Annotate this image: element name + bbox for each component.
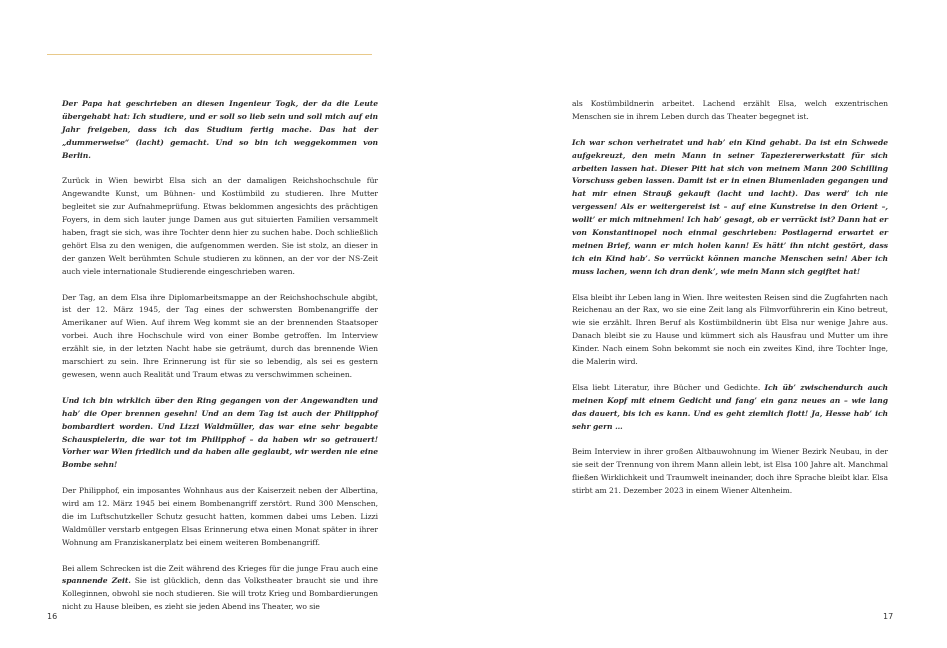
quote-paragraph: Und ich bin wirklich über den Ring gegangen von der Angewandten und hab’ die Oper brennen gesehn! Und an dem Tag ist auch der Philipphof bombardiert worden. Und Lizzi Waldmüller, das war eine sehr begabte Schauspielerin, die war tot im Philipphof – da haben wir so getrauert! Vorher war Wien friedlich und da haben alle geglaubt, wir werden nie eine Bombe sehn! (62, 395, 378, 470)
left-page (0, 0, 473, 648)
text-run: Bei allem Schrecken ist die Zeit während des Krieges für die junge Frau auch eine (62, 563, 378, 573)
body-paragraph: Elsa bleibt ihr Leben lang in Wien. Ihre weitesten Reisen sind die Zugfahrten nach Reichenau an der Rax, wo sie eine Zeit lang als Filmvorführerin ein Kino betreut, wie sie erzählt. Ihren Beruf als Kostümbildnerin übt Elsa nur wenige Jahre aus. Danach bleibt sie zu Hause und kümmert sich als Hausfrau und Mutter um ihre Kinder. Nach einem Sohn bekommt sie noch ein zweites Kind, ihre Tochter Inge, die Malerin wird. (572, 292, 888, 367)
body-paragraph: Beim Interview in ihrer großen Altbauwohnung im Wiener Bezirk Neubau, in der sie seit der Trennung von ihrem Mann allein lebt, ist Elsa 100 Jahre alt. Manchmal fließen Wirklichkeit und Traumwelt ineinander, doch ihre Sprache bleibt klar. Elsa stirbt am 21. Dezember 2023 in einem Wiener Altenheim. (572, 447, 888, 496)
quote-paragraph: Der Papa hat geschrieben an diesen Ingenieur Togk, der da die Leute übergehabt hat: Ich studiere, und er soll so lieb sein und soll mich auf ein Jahr freigeben, dass ich das Studium fertig mache. Das hat der „dummerweise“ (lacht) gemacht. Und so bin ich weggekommen von Berlin. (62, 99, 378, 160)
right-page (474, 0, 947, 648)
body-paragraph: Zurück in Wien bewirbt Elsa sich an der damaligen Reichshochschule für Angewandte Kunst, um Bühnen- und Kostümbild zu studieren. Ihre Mutter begleitet sie zur Aufnahmeprüfung. Etwas beklommen angesichts des prächtigen Foyers, in dem sich lauter junge Damen aus gut situierten Familien versammelt haben, fragt sie sich, was ihre Tochter denn hier zu suchen habe. Doch schließlich gehört Elsa zu den wenigen, die aufgenommen werden. Sie ist stolz, an dieser in der ganzen Welt berühmten Schule studieren zu können, an der vor der NS-Zeit auch viele internationale Studierende eingeschrieben waren. (62, 176, 378, 276)
header-rule (47, 54, 372, 55)
body-paragraph: als Kostümbildnerin arbeitet. Lachend erzählt Elsa, welch exzentrischen Menschen sie in ihrem Leben durch das Theater begegnet ist. (572, 99, 888, 121)
right-text-column (572, 98, 888, 511)
page-number: 16 (47, 612, 58, 621)
body-paragraph (62, 563, 378, 615)
quote-paragraph: Ich war schon verheiratet und hab’ ein Kind gehabt. Da ist ein Schwede aufgekreuzt, den mein Mann in seiner Tapeziererwerkstatt für sich arbeiten lassen hat. Dieser Pitt hat sich von meinem Mann 200 Schilling Vorschuss geben lassen. Damit ist er in einen Blumenladen gegangen und hat mir einen Strauß gekauft (lacht und lacht). Das werd’ ich nie vergessen! Als er weitergereist ist – auf eine Kunstreise in den Orient –, wollt’ er mich mitnehmen! Ich hab’ gesagt, ob er verrückt ist? Dann hat er von Konstantinopel noch einmal geschrieben: Postlagernd erwartet er meinen Brief, wann er mich holen kann! Es hätt’ ihn nicht gestört, dass ich ein Kind hab’. So verrückt können manche Menschen sein! Aber ich muss lachen, wenn ich dran denk’, wie mein Mann sich gegiftet hat! (572, 137, 888, 276)
emphasis-text: Ich üb’ zwischendurch auch meinen Kopf mit einem Gedicht und fang’ ein ganz neues an – wie lang das dauert, bis ich es kann. Und es geht ziemlich flott! Ja, Hesse hab’ ich sehr gern … (572, 382, 888, 431)
emphasis-text: spannende Zeit. (62, 576, 131, 586)
text-run: Sie ist glücklich, denn das Volkstheater braucht sie und ihre Kolleginnen, obwohl sie noch studieren. Sie will trotz Krieg und Bombardierungen nicht zu Hause bleiben, es zieht sie jeden Abend ins Theater, wo sie (62, 576, 378, 612)
left-text-column (62, 98, 378, 627)
body-paragraph: Der Tag, an dem Elsa ihre Diplomarbeitsmappe an der Reichshochschule abgibt, ist der 12. März 1945, der Tag eines der schwersten Bombenangriffe der Amerikaner auf Wien. Auf ihrem Weg kommt sie an der brennenden Staatsoper vorbei. Auch ihre Hochschule wird von einer Bombe getroffen. Im Interview erzählt sie, in der letzten Nacht habe sie geträumt, durch das brennende Wien marschiert zu sein. Ihre Erinnerung ist für sie so lebendig, als sei es gestern gewesen, wenn auch Realität und Traum etwas zu verschwimmen scheinen. (62, 292, 378, 379)
page-number: 17 (883, 612, 894, 621)
body-paragraph (572, 382, 888, 434)
body-paragraph: Der Philipphof, ein imposantes Wohnhaus aus der Kaiserzeit neben der Albertina, wird am 12. März 1945 bei einem Bombenangriff zerstört. Rund 300 Menschen, die im Luftschutzkeller Schutz gesucht hatten, kommen dabei ums Leben. Lizzi Waldmüller verstarb entgegen Elsas Erinnerung etwa einen Monat später in ihrer Wohnung am Franziskanerplatz bei einem weiteren Bombenangriff. (62, 486, 378, 547)
text-run: Elsa liebt Literatur, ihre Bücher und Gedichte. (572, 382, 765, 392)
